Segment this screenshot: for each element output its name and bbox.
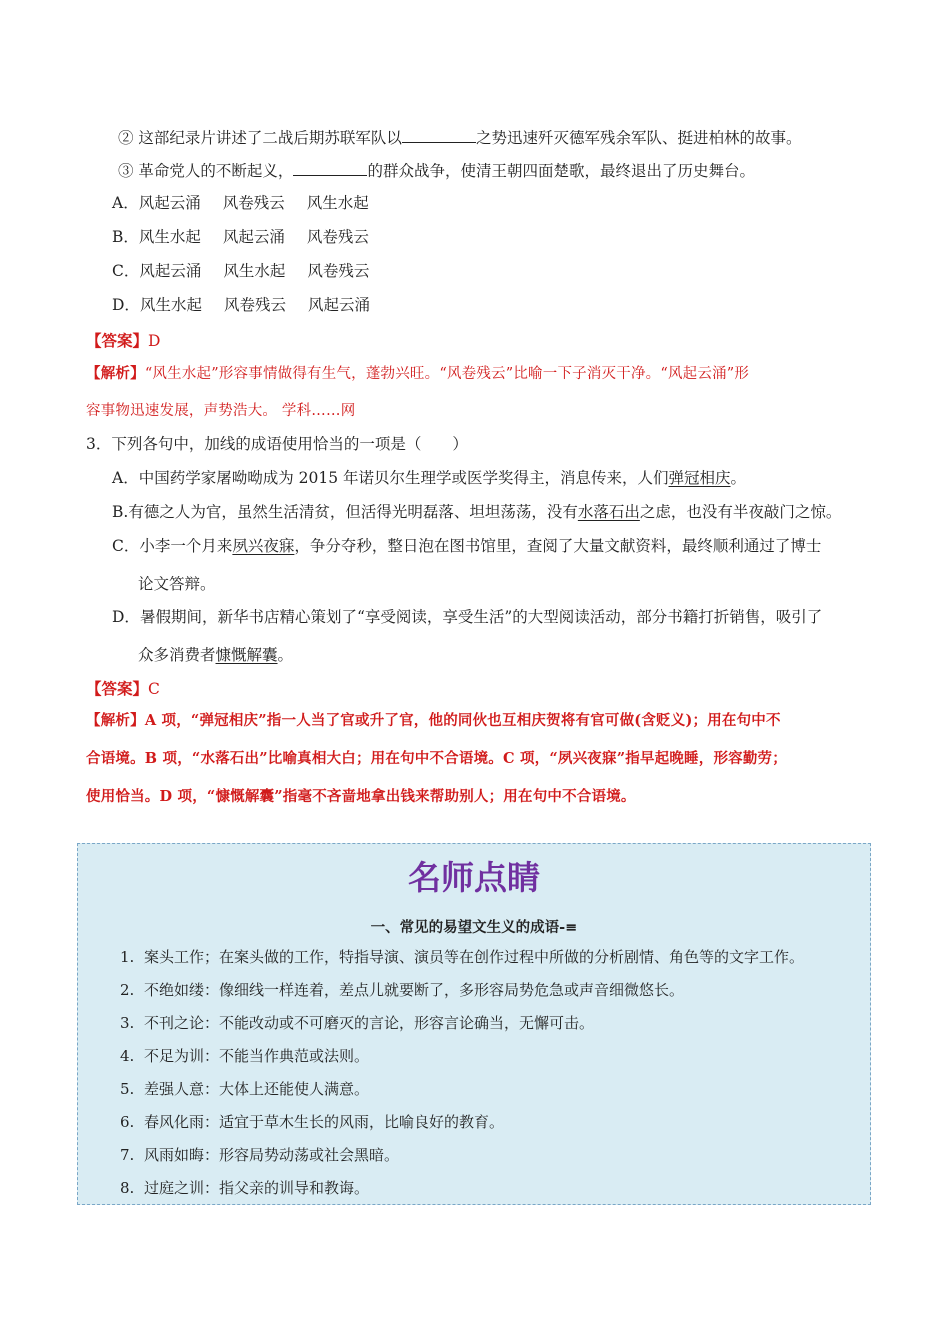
option-item: 风起云涌: [307, 296, 370, 314]
tip-item: [120, 946, 804, 967]
fill-blank: [402, 129, 476, 143]
underlined-idiom: 水落石出: [577, 503, 640, 521]
option-item: 风卷残云: [223, 296, 286, 314]
tip-item: [120, 1111, 504, 1132]
option-item: 风生水起: [223, 262, 286, 280]
option-text: ，争分夺秒，整日泡在图书馆里，查阅了大量文献资料，最终顺利通过了博士: [294, 537, 822, 555]
tip-item: [120, 1012, 594, 1033]
option-item: 风卷残云: [222, 194, 285, 212]
option-item: 风生水起: [306, 194, 369, 212]
q2-option-a: [112, 196, 369, 212]
explanation-text: A 项，“弹冠相庆”指一人当了官或升了官，他的同伙也互相庆贺将有官可做(含贬义)；用在句中不: [144, 712, 781, 729]
q3-option-b: [112, 505, 841, 521]
q2-option-c: [112, 264, 369, 280]
option-item: 风生水起: [138, 228, 201, 246]
option-letter: A．: [112, 469, 139, 487]
option-item: 风起云涌: [138, 194, 201, 212]
teacher-tips-box: [77, 843, 871, 1205]
option-item: 风起云涌: [222, 228, 285, 246]
option-text: 。: [277, 646, 294, 664]
sentence-text: 之势迅速歼灭德军残余军队、挺进柏林的故事。: [475, 129, 802, 147]
tip-text: 风雨如晦：形容局势动荡或社会黑暗。: [144, 1146, 400, 1164]
explanation-label: 【解析】: [86, 365, 145, 382]
q2-sentence-2: [118, 129, 801, 147]
underlined-idiom: 弹冠相庆: [668, 469, 731, 487]
option-letter: B.: [112, 503, 129, 521]
fill-blank: [293, 162, 367, 176]
q2-sentence-3: [118, 162, 755, 180]
tip-item: [120, 979, 684, 1000]
explanation-label: 【解析】: [86, 712, 145, 729]
sentence-text: 的群众战争，使清王朝四面楚歌，最终退出了历史舞台。: [367, 162, 755, 180]
tip-item: [120, 1177, 369, 1198]
option-letter: A．: [112, 194, 139, 212]
q3-stem: 3．下列各句中，加线的成语使用恰当的一项是（ ）: [86, 435, 468, 453]
tip-item: [120, 1045, 369, 1066]
answer-value: D: [148, 332, 161, 350]
q3-option-c: [112, 539, 821, 555]
tip-item: [120, 1144, 399, 1165]
option-text: 。: [730, 469, 747, 487]
tips-subtitle: 一、常见的易望文生义的成语-≡: [370, 919, 578, 936]
option-letter: D．: [112, 296, 140, 314]
option-item: 风卷残云: [306, 228, 369, 246]
tip-text: 过庭之训：指父亲的训导和教诲。: [144, 1179, 370, 1197]
tip-number: 5.: [120, 1080, 135, 1098]
answer-label: 【答案】: [86, 679, 149, 698]
q3-option-a: [112, 471, 746, 487]
option-letter: B．: [112, 228, 139, 246]
q3-explanation-line-2: 合语境。B 项，“水落石出”比喻真相大白；用在句中不合语境。C 项，“夙兴夜寐”指早起晚睡，形容勤劳；: [86, 750, 787, 767]
tip-text: 春风化雨：适宜于草木生长的风雨，比喻良好的教育。: [144, 1113, 505, 1131]
tip-text: 差强人意：大体上还能使人满意。: [144, 1080, 370, 1098]
tip-text: 不绝如缕：像细线一样连着，差点儿就要断了，多形容局势危急或声音细微悠长。: [144, 981, 685, 999]
q2-answer: [86, 333, 160, 350]
tip-number: 6.: [120, 1113, 135, 1131]
answer-label: 【答案】: [86, 331, 149, 350]
q3-explanation-line-1: [86, 714, 781, 729]
tip-text: 不足为训：不能当作典范或法则。: [144, 1047, 370, 1065]
q3-option-d-line-2: [138, 648, 293, 664]
tip-text: 不刊之论：不能改动或不可磨灭的言论，形容言论确当，无懈可击。: [144, 1014, 595, 1032]
option-text: 中国药学家屠呦呦成为 2015 年诺贝尔生理学或医学奖得主，消息传来，人们: [138, 469, 669, 487]
option-text: 小李一个月来: [139, 537, 233, 555]
tip-number: 8.: [120, 1179, 135, 1197]
underlined-idiom: 慷慨解囊: [215, 646, 278, 664]
explanation-text: “风生水起”形容事情做得有生气，蓬勃兴旺。“风卷残云”比喻一下子消灭干净。“风起云涌”形: [144, 366, 750, 382]
q2-option-b: [112, 230, 369, 246]
tip-number: 4.: [120, 1047, 135, 1065]
q3-option-d: [112, 610, 822, 626]
q3-explanation-line-3: 使用恰当。D 项，“慷慨解囊”指毫不吝啬地拿出钱来帮助别人；用在句中不合语境。: [86, 788, 636, 805]
tip-number: 1.: [120, 948, 135, 966]
answer-value: C: [148, 680, 160, 698]
option-text: 众多消费者: [138, 646, 216, 664]
option-text: 暑假期间，新华书店精心策划了“享受阅读，享受生活”的大型阅读活动，部分书籍打折销售，吸引了: [139, 608, 823, 626]
tip-text: 案头工作；在案头做的工作，特指导演、演员等在创作过程中所做的分析剧情、角色等的文字工作。: [144, 948, 805, 966]
option-text: 有德之人为官，虽然生活清贫，但活得光明磊落、坦坦荡荡，没有: [128, 503, 578, 521]
sentence-text: ② 这部纪录片讲述了二战后期苏联军队以: [118, 129, 402, 147]
option-item: 风生水起: [139, 296, 202, 314]
option-letter: C．: [112, 537, 140, 555]
sentence-text: ③ 革命党人的不断起义，: [118, 162, 294, 180]
option-item: 风卷残云: [307, 262, 370, 280]
q3-answer: [86, 681, 160, 698]
option-letter: D．: [112, 608, 140, 626]
option-letter: C．: [112, 262, 140, 280]
option-text: 之虑，也没有半夜敲门之惊。: [639, 503, 842, 521]
q2-explanation-line-1: [86, 367, 749, 382]
tip-number: 7.: [120, 1146, 135, 1164]
tip-number: 2.: [120, 981, 135, 999]
q3-option-c-line-2: 论文答辩。: [138, 575, 216, 593]
tips-title: 名师点睛: [408, 858, 540, 897]
q2-explanation-line-2: 容事物迅速发展，声势浩大。 学科……网: [86, 403, 356, 419]
underlined-idiom: 夙兴夜寐: [232, 537, 295, 555]
tip-item: [120, 1078, 369, 1099]
tip-number: 3.: [120, 1014, 135, 1032]
option-item: 风起云涌: [139, 262, 202, 280]
q2-option-d: [112, 298, 370, 314]
